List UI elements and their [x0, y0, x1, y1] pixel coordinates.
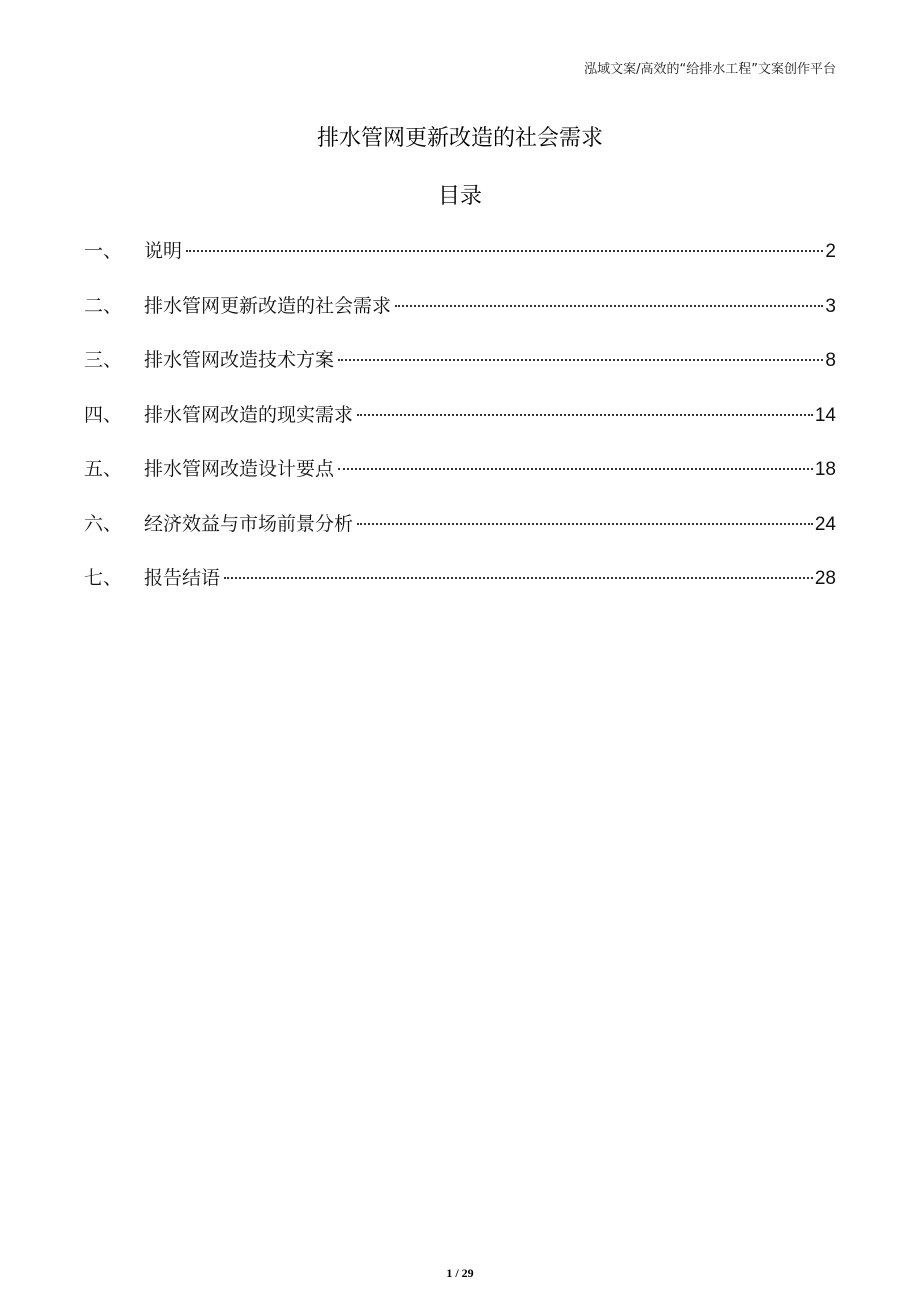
page-number-footer: 1 / 29: [446, 1266, 474, 1280]
toc-entry[interactable]: [84, 236, 836, 291]
toc-entry-page[interactable]: 2: [825, 241, 836, 262]
toc-entry[interactable]: [84, 509, 836, 564]
toc-dot-leader: [338, 359, 823, 361]
toc-entry-number: 四、: [84, 403, 123, 426]
toc-entry[interactable]: [84, 563, 836, 618]
toc-entry-title[interactable]: 排水管网更新改造的社会需求: [144, 294, 392, 317]
toc-dot-leader: [357, 523, 813, 525]
page-header-text: 泓域文案/高效的“给排水工程”文案创作平台: [584, 62, 836, 77]
document-title: 排水管网更新改造的社会需求: [316, 126, 603, 151]
toc-entry-number: 二、: [84, 294, 123, 317]
toc-entry-title[interactable]: 排水管网改造技术方案: [144, 349, 335, 371]
toc-entry-number: 一、: [84, 240, 123, 262]
toc-entry-page[interactable]: 18: [814, 459, 836, 480]
toc-dot-leader: [338, 468, 813, 470]
toc-entry-page[interactable]: 28: [814, 568, 836, 589]
toc-entry-number: 五、: [84, 458, 123, 480]
toc-entry-page[interactable]: 8: [825, 350, 836, 371]
toc-entry-number: 六、: [84, 512, 123, 535]
toc-entry-title[interactable]: 经济效益与市场前景分析: [144, 512, 354, 535]
toc-dot-leader: [186, 250, 823, 252]
toc-entry-title[interactable]: 报告结语: [144, 567, 221, 589]
toc-heading: 目录: [437, 184, 482, 209]
toc-entry[interactable]: [84, 454, 836, 509]
toc-dot-leader: [395, 305, 823, 307]
toc-dot-leader: [357, 414, 813, 416]
toc-entry-page[interactable]: 3: [825, 295, 836, 317]
toc-entry-title[interactable]: 说明: [144, 240, 183, 262]
toc-entry[interactable]: [84, 291, 836, 346]
toc-entry[interactable]: [84, 345, 836, 400]
toc-entry-title[interactable]: 排水管网改造设计要点: [144, 458, 335, 480]
toc-entry-title[interactable]: 排水管网改造的现实需求: [144, 403, 354, 426]
table-of-contents: [84, 236, 836, 618]
toc-entry[interactable]: [84, 400, 836, 455]
toc-entry-page[interactable]: 24: [814, 513, 836, 535]
toc-dot-leader: [224, 577, 813, 579]
toc-entry-number: 三、: [84, 349, 123, 371]
toc-entry-number: 七、: [84, 567, 123, 589]
toc-entry-page[interactable]: 14: [814, 404, 836, 426]
